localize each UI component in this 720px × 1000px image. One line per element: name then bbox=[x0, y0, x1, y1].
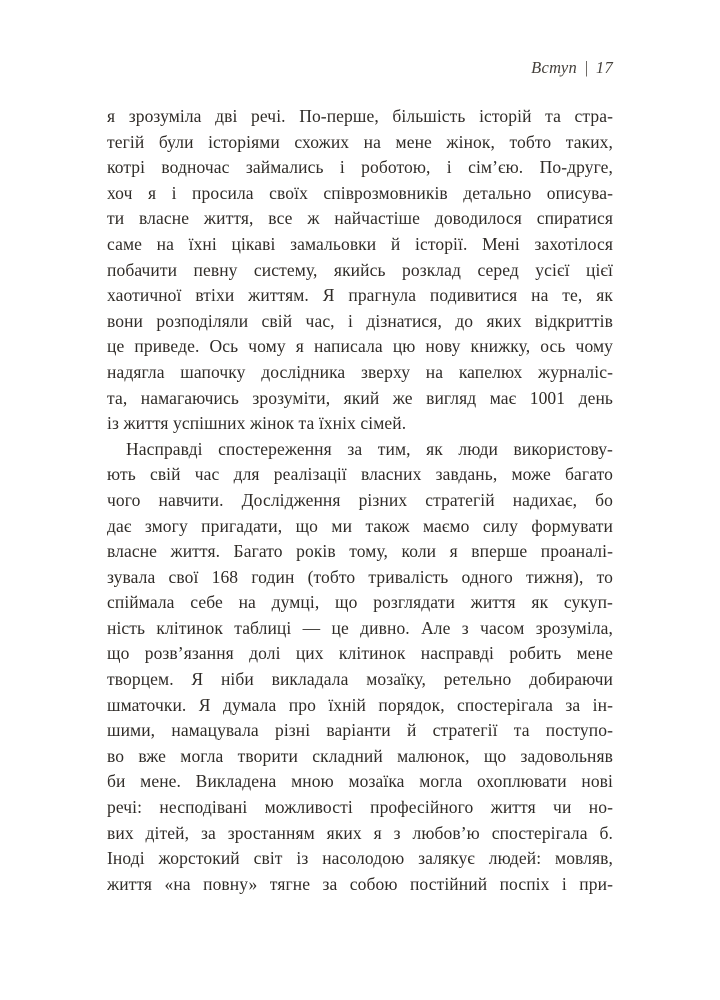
text-line: Насправді спостереження за тим, як люди використову- bbox=[126, 438, 613, 459]
text-line: шими, намацувала різні варіанти й стратегії та поступо- bbox=[107, 720, 613, 741]
text-line: я зрозуміла дві речі. По-перше, більшість історій та стра- bbox=[107, 106, 613, 126]
text-line: це приведе. Ось чому я написала цю нову книжку, ось чому bbox=[107, 336, 613, 357]
text-line: творцем. Я ніби викладала мозаїку, ретельно добираючи bbox=[107, 669, 613, 690]
text-line: життя «на повну» тягне за собою постійний поспіх і при- bbox=[107, 873, 613, 894]
text-line: зувала свої 168 годин (тобто тривалість одного тижня), то bbox=[107, 566, 613, 587]
text-line: тегій були історіями схожих на мене жінок, тобто таких, bbox=[107, 131, 613, 152]
text-line: та, намагаючись зрозуміти, який же вигляд має 1001 день bbox=[107, 387, 613, 408]
text-line: Іноді жорстокий світ із насолодою залякує людей: мовляв, bbox=[107, 848, 613, 869]
chapter-title: Вступ bbox=[531, 58, 578, 77]
paragraph bbox=[107, 437, 613, 898]
text-line: ність клітинок таблиці — це дивно. Але з часом зрозуміла, bbox=[107, 617, 613, 638]
header-separator: | bbox=[584, 58, 589, 77]
body-text bbox=[107, 104, 613, 897]
text-line: во вже могла творити складний малюнок, що задовольняв bbox=[107, 745, 613, 766]
text-line: хаотичної втіхи життям. Я прагнула подивитися на те, як bbox=[107, 285, 613, 306]
text-line: спіймала себе на думці, що розглядати життя як сукуп- bbox=[107, 592, 613, 613]
text-line: побачити певну систему, якийсь розклад серед усієї цієї bbox=[107, 259, 613, 280]
text-line: би мене. Викладена мною мозаїка могла охоплювати нові bbox=[107, 771, 613, 792]
text-line: котрі водночас займались і роботою, і сім’єю. По-друге, bbox=[107, 157, 613, 178]
text-line: надягла шапочку дослідника зверху на капелюх журналіс- bbox=[107, 361, 613, 382]
text-line: хоч я і просила своїх співрозмовників детально описува- bbox=[107, 182, 613, 203]
text-line: вони розподіляли свій час, і дізнатися, до яких відкриттів bbox=[107, 310, 613, 331]
text-line: вих дітей, за зростанням яких я з любов’ю спостерігала б. bbox=[107, 822, 613, 843]
text-line: ють свій час для реалізації власних завдань, може багато bbox=[107, 464, 613, 485]
text-line: саме на їхні цікаві замальовки й історії. Мені захотілося bbox=[107, 233, 613, 254]
text-line: із життя успішних жінок та їхніх сімей. bbox=[107, 413, 407, 434]
text-line: шматочки. Я думала про їхній порядок, спостерігала за ін- bbox=[107, 694, 613, 715]
text-line: речі: несподівані можливості професійного життя чи но- bbox=[107, 797, 613, 818]
text-line: власне життя. Багато років тому, коли я вперше проаналі- bbox=[107, 541, 613, 562]
text-line: чого навчити. Дослідження різних стратегій надихає, бо bbox=[107, 489, 613, 510]
paragraph bbox=[107, 104, 613, 437]
page-header bbox=[531, 58, 613, 78]
text-line: ти власне життя, все ж найчастіше доводилося спиратися bbox=[107, 208, 613, 229]
page-number: 17 bbox=[595, 58, 613, 77]
text-line: дає змогу пригадати, що ми також маємо силу формувати bbox=[107, 515, 613, 536]
text-line: що розв’язання долі цих клітинок насправді робить мене bbox=[107, 643, 613, 664]
